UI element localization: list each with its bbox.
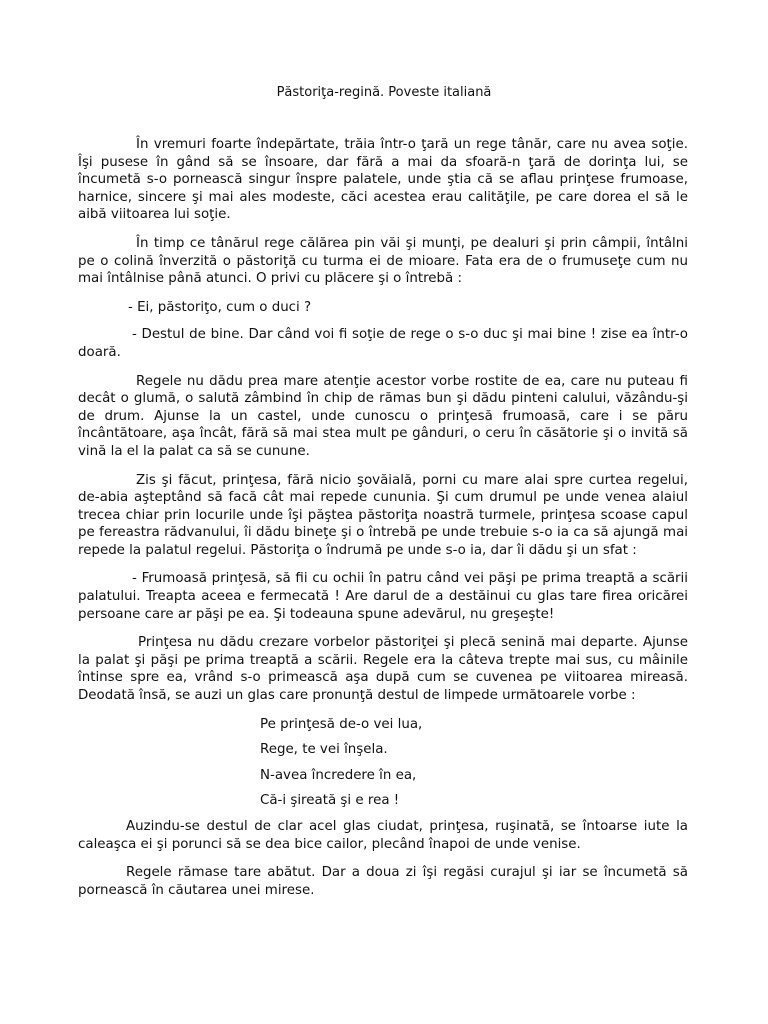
dialog-line-1: - Ei, păstoriţo, cum o duci ?	[128, 299, 312, 315]
document-title: Păstoriţa-regină. Poveste italiană	[276, 85, 492, 100]
dialog-line-3: - Frumoasă prinţesă, să fii cu ochii în patru când vei păşi pe prima treaptă a scării palatului. Treapta aceea e fermecată ! Are darul de a destăinui cu glas tare firea oricărei persoane care ar păşi pe ea. Şi todeauna spune adevărul, nu greşeşte!	[78, 571, 688, 622]
verse-line-3: N-avea încredere în ea,	[260, 767, 417, 783]
paragraph-7: Regele rămase tare abătut. Dar a doua zi îşi regăsi curajul şi iar se încumetă să pornească în căutarea unei mirese.	[78, 865, 688, 898]
verse-line-2: Rege, te vei înşela.	[260, 742, 388, 758]
paragraph-2: În timp ce tânărul rege călărea pin văi şi munţi, pe dealuri şi prin câmpii, întâlni pe o colină înverzită o păstoriţă cu turma ei de mioare. Fata era de o frumuseţe cum nu mai întâlnise până atunci. O privi cu plăcere şi o întrebă :	[78, 235, 688, 287]
paragraph-3: Regele nu dădu prea mare atenţie acestor vorbe rostite de ea, care nu puteau fi decât o glumă, o salută zâmbind în chip de rămas bun şi dădu pinteni calului, văzându-şi de drum. Ajunse la un castel, unde cunoscu o prinţesă frumoasă, care i se păru încântătoare, aşa încât, fără să mai stea mult pe gânduri, o ceru în căsătorie şi o invită să vină la el la palat ca să se cunune.	[78, 373, 688, 459]
verse-line-4: Că-i şireată şi e rea !	[260, 793, 400, 809]
verse-line-1: Pe prinţesă de-o vei lua,	[260, 716, 423, 732]
dialog-line-2: - Destul de bine. Dar când voi fi soţie de rege o s-o duc şi mai bine ! zise ea într-o doară.	[78, 327, 688, 360]
paragraph-5: Prinţesa nu dădu crezare vorbelor păstoriţei şi plecă senină mai departe. Ajunse la palat şi păşi pe prima treaptă a scării. Regele era la câteva trepte mai sus, cu mâinile întinse spre ea, vrând s-o primească aşa după cum se cuvenea pe viitoarea mireasă. Deodată însă, se auzi un glas care pronunţă destul de limpede următoarele vorbe :	[78, 635, 688, 704]
paragraph-1: În vremuri foarte îndepărtate, trăia într-o ţară un rege tânăr, care nu avea soţie. Îşi pusese în gând să se însoare, dar fără a mai da sfoară-n ţară de dorinţa lui, se încumetă s-o pornească singur înspre palatele, unde ştia că se aflau prinţese frumoase, harnice, sincere şi mai ales modeste, căci acestea erau calităţile, pe care dorea el să le aibă viitoarea lui soţie.	[78, 137, 688, 223]
document-body	[78, 136, 688, 910]
paragraph-6: Auzindu-se destul de clar acel glas ciudat, prinţesa, ruşinată, se întoarse iute la caleaşca ei şi porunci să se dea bice cailor, plecând înapoi de unde venise.	[78, 819, 688, 852]
paragraph-4: Zis şi făcut, prinţesa, fără nicio şovăială, porni cu mare alai spre curtea regelui, de-abia aşteptând să facă cât mai repede cununia. Şi cum drumul pe unde venea alaiul trecea chiar prin locurile unde îşi păştea păstoriţa noastră turmele, prinţesa scoase capul pe fereastra rădvanului, îi dădu bineţe şi o întrebă pe unde trebuie s-o ia ca să ajungă mai repede la palatul regelui. Păstoriţa o îndrumă pe unde s-o ia, dar îi dădu şi un sfat :	[78, 472, 688, 558]
